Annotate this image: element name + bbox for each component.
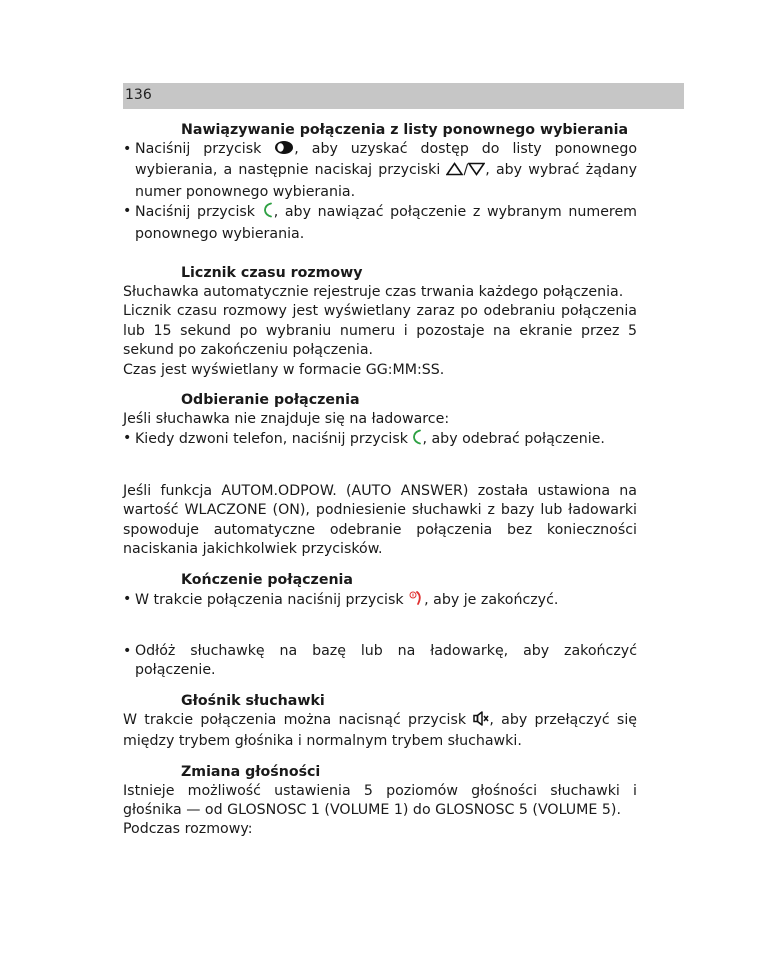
bullet-redial-access: • Naciśnij przycisk , aby uzyskać dostęp do listy ponownego wybierania, a następnie naciskaj przyciski / , aby wybrać żądany numer ponownego wybierania. bbox=[123, 140, 637, 202]
page-number: 136 bbox=[125, 87, 152, 103]
talk-handset-icon bbox=[412, 429, 422, 451]
heading-redial: Nawiązywanie połączenia z listy ponownego wybierania bbox=[181, 122, 629, 138]
talk-handset-icon bbox=[262, 202, 274, 224]
down-triangle-icon bbox=[468, 162, 485, 182]
bullet-answer-call: • Kiedy dzwoni telefon, naciśnij przycisk , aby odebrać połączenie. bbox=[123, 429, 637, 451]
end-call-icon bbox=[408, 590, 424, 612]
timer-paragraph-3: Czas jest wyświetlany w formacie GG:MM:SS. bbox=[123, 361, 445, 378]
heading-end-call: Kończenie połączenia bbox=[181, 571, 353, 588]
bullet-end-call-cradle: • Odłóż słuchawkę na bazę lub na ładowarkę, aby zakończyć połączenie. bbox=[123, 642, 637, 681]
volume-paragraph-2: Podczas rozmowy: bbox=[123, 821, 253, 838]
answer-intro: Jeśli słuchawka nie znajduje się na ładowarce: bbox=[123, 411, 450, 428]
speaker-paragraph: W trakcie połączenia można nacisnąć przycisk , aby przełączyć się między trybem głośnika i normalnym trybem słuchawki. bbox=[123, 711, 637, 750]
timer-paragraph-1: Słuchawka automatycznie rejestruje czas trwania każdego połączenia. bbox=[123, 284, 624, 301]
timer-paragraph-2: Licznik czasu rozmowy jest wyświetlany zaraz po odebraniu połączenia lub 15 sekund po wybraniu numeru i pozostaje na ekranie przez 5 sekund po zakończeniu połączenia. bbox=[123, 303, 637, 359]
auto-answer-paragraph: Jeśli funkcja AUTOM.ODPOW. (AUTO ANSWER) została ustawiona na wartość WLACZONE (ON), podniesienie słuchawki z bazy lub ładowarki spowoduje automatyczne odebranie połączenia bez konieczności naciskania jakichkolwiek przycisków. bbox=[123, 482, 637, 558]
heading-speaker: Głośnik słuchawki bbox=[181, 692, 325, 709]
up-triangle-icon bbox=[446, 162, 463, 182]
page-content bbox=[123, 120, 637, 840]
bullet-end-call-button: • W trakcie połączenia naciśnij przycisk , aby je zakończyć. bbox=[123, 590, 637, 612]
bullet-redial-call: • Naciśnij przycisk , aby nawiązać połączenie z wybranym numerem ponownego wybierania. bbox=[123, 202, 637, 244]
heading-answer: Odbieranie połączenia bbox=[181, 392, 360, 409]
heading-timer: Licznik czasu rozmowy bbox=[181, 265, 363, 282]
redial-key-icon bbox=[274, 140, 294, 161]
speaker-icon bbox=[473, 711, 489, 732]
heading-volume: Zmiana głośności bbox=[181, 763, 321, 780]
volume-paragraph-1: Istnieje możliwość ustawienia 5 poziomów głośności słuchawki i głośnika — od GLOSNOSC 1 (VOLUME 1) do GLOSNOSC 5 (VOLUME 5). bbox=[123, 782, 637, 818]
header-bar bbox=[123, 83, 684, 109]
